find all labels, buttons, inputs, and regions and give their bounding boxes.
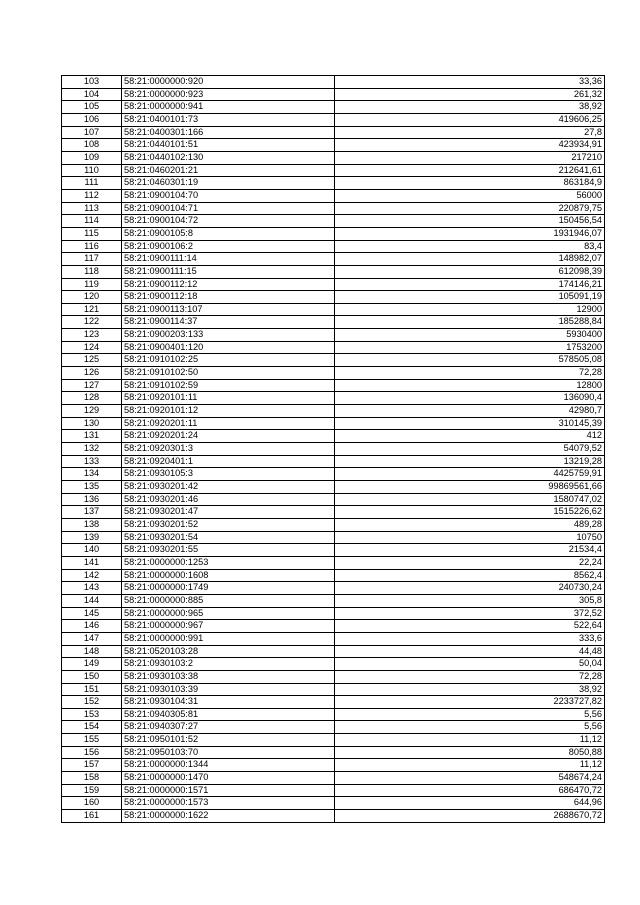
cadastral-number: 58:21:0900111:14 xyxy=(122,253,335,266)
row-number: 130 xyxy=(62,417,122,430)
row-number: 132 xyxy=(62,443,122,456)
table-row xyxy=(62,670,605,683)
value-cell: 174146,21 xyxy=(335,278,605,291)
table-row xyxy=(62,265,605,278)
row-number: 116 xyxy=(62,240,122,253)
row-number: 123 xyxy=(62,329,122,342)
row-number: 149 xyxy=(62,658,122,671)
table-row xyxy=(62,607,605,620)
cadastral-number: 58:21:0930105:3 xyxy=(122,468,335,481)
value-cell: 240730,24 xyxy=(335,582,605,595)
table-row xyxy=(62,658,605,671)
value-cell: 686470,72 xyxy=(335,784,605,797)
row-number: 105 xyxy=(62,101,122,114)
value-cell: 522,64 xyxy=(335,620,605,633)
table-row xyxy=(62,481,605,494)
cadastral-number: 58:21:0900106:2 xyxy=(122,240,335,253)
cadastral-number: 58:21:0930201:47 xyxy=(122,506,335,519)
value-cell: 150456,54 xyxy=(335,215,605,228)
value-cell: 50,04 xyxy=(335,658,605,671)
row-number: 157 xyxy=(62,759,122,772)
value-cell: 1931946,07 xyxy=(335,227,605,240)
row-number: 104 xyxy=(62,88,122,101)
value-cell: 372,52 xyxy=(335,607,605,620)
table-row xyxy=(62,468,605,481)
cadastral-number: 58:21:0440102:130 xyxy=(122,151,335,164)
table-row xyxy=(62,518,605,531)
table-row xyxy=(62,582,605,595)
value-cell: 212641,61 xyxy=(335,164,605,177)
row-number: 150 xyxy=(62,670,122,683)
value-cell: 548674,24 xyxy=(335,772,605,785)
row-number: 120 xyxy=(62,291,122,304)
cadastral-number: 58:21:0000000:1344 xyxy=(122,759,335,772)
value-cell: 412 xyxy=(335,430,605,443)
cadastral-number: 58:21:0930201:54 xyxy=(122,531,335,544)
value-cell: 21534,4 xyxy=(335,544,605,557)
table-row xyxy=(62,443,605,456)
row-number: 106 xyxy=(62,113,122,126)
value-cell: 305,8 xyxy=(335,594,605,607)
table-row xyxy=(62,632,605,645)
row-number: 115 xyxy=(62,227,122,240)
cadastral-table xyxy=(61,75,605,823)
row-number: 141 xyxy=(62,556,122,569)
cadastral-number: 58:21:0920101:12 xyxy=(122,405,335,418)
table-row xyxy=(62,746,605,759)
row-number: 158 xyxy=(62,772,122,785)
table-row xyxy=(62,734,605,747)
table-row xyxy=(62,696,605,709)
cadastral-number: 58:21:0950101:52 xyxy=(122,734,335,747)
cadastral-number: 58:21:0900112:18 xyxy=(122,291,335,304)
cadastral-number: 58:21:0000000:920 xyxy=(122,76,335,89)
table-row xyxy=(62,721,605,734)
table-row xyxy=(62,405,605,418)
row-number: 139 xyxy=(62,531,122,544)
table-row xyxy=(62,506,605,519)
table-row xyxy=(62,531,605,544)
row-number: 160 xyxy=(62,797,122,810)
row-number: 112 xyxy=(62,189,122,202)
row-number: 111 xyxy=(62,177,122,190)
row-number: 119 xyxy=(62,278,122,291)
cadastral-number: 58:21:0930201:42 xyxy=(122,481,335,494)
cadastral-number: 58:21:0900113:107 xyxy=(122,303,335,316)
value-cell: 2688670,72 xyxy=(335,810,605,823)
value-cell: 38,92 xyxy=(335,683,605,696)
row-number: 136 xyxy=(62,493,122,506)
value-cell: 27,8 xyxy=(335,126,605,139)
row-number: 155 xyxy=(62,734,122,747)
value-cell: 5,56 xyxy=(335,721,605,734)
table-row xyxy=(62,202,605,215)
value-cell: 1753200 xyxy=(335,341,605,354)
value-cell: 863184,9 xyxy=(335,177,605,190)
table-row xyxy=(62,620,605,633)
cadastral-number: 58:21:0930201:55 xyxy=(122,544,335,557)
row-number: 154 xyxy=(62,721,122,734)
table-row xyxy=(62,151,605,164)
row-number: 128 xyxy=(62,392,122,405)
value-cell: 72,28 xyxy=(335,670,605,683)
cadastral-number: 58:21:0000000:1749 xyxy=(122,582,335,595)
row-number: 135 xyxy=(62,481,122,494)
table-row xyxy=(62,784,605,797)
value-cell: 56000 xyxy=(335,189,605,202)
cadastral-number: 58:21:0910102:25 xyxy=(122,354,335,367)
value-cell: 578505,08 xyxy=(335,354,605,367)
cadastral-number: 58:21:0000000:885 xyxy=(122,594,335,607)
row-number: 109 xyxy=(62,151,122,164)
row-number: 118 xyxy=(62,265,122,278)
table-row xyxy=(62,392,605,405)
row-number: 137 xyxy=(62,506,122,519)
value-cell: 42980,7 xyxy=(335,405,605,418)
value-cell: 1580747,02 xyxy=(335,493,605,506)
table-row xyxy=(62,341,605,354)
cadastral-number: 58:21:0900203:133 xyxy=(122,329,335,342)
cadastral-number: 58:21:0900112:12 xyxy=(122,278,335,291)
row-number: 108 xyxy=(62,139,122,152)
table-row xyxy=(62,189,605,202)
table-row xyxy=(62,683,605,696)
value-cell: 8562,4 xyxy=(335,569,605,582)
cadastral-number: 58:21:0930104:31 xyxy=(122,696,335,709)
cadastral-number: 58:21:0940307:27 xyxy=(122,721,335,734)
value-cell: 72,28 xyxy=(335,367,605,380)
table-row xyxy=(62,76,605,89)
row-number: 131 xyxy=(62,430,122,443)
value-cell: 33,36 xyxy=(335,76,605,89)
cadastral-number: 58:21:0900105:8 xyxy=(122,227,335,240)
value-cell: 44,48 xyxy=(335,645,605,658)
cadastral-number: 58:21:0920201:24 xyxy=(122,430,335,443)
table-row xyxy=(62,126,605,139)
row-number: 127 xyxy=(62,379,122,392)
row-number: 142 xyxy=(62,569,122,582)
row-number: 161 xyxy=(62,810,122,823)
value-cell: 12800 xyxy=(335,379,605,392)
row-number: 133 xyxy=(62,455,122,468)
value-cell: 2233727,82 xyxy=(335,696,605,709)
value-cell: 419606,25 xyxy=(335,113,605,126)
row-number: 145 xyxy=(62,607,122,620)
cadastral-number: 58:21:0910102:59 xyxy=(122,379,335,392)
cadastral-number: 58:21:0930103:39 xyxy=(122,683,335,696)
table-row xyxy=(62,708,605,721)
row-number: 110 xyxy=(62,164,122,177)
table-row xyxy=(62,227,605,240)
table-row xyxy=(62,253,605,266)
value-cell: 22,24 xyxy=(335,556,605,569)
value-cell: 423934,91 xyxy=(335,139,605,152)
table-row xyxy=(62,493,605,506)
row-number: 144 xyxy=(62,594,122,607)
table-row xyxy=(62,101,605,114)
cadastral-number: 58:21:0000000:1608 xyxy=(122,569,335,582)
table-row xyxy=(62,215,605,228)
table-row xyxy=(62,367,605,380)
table-row xyxy=(62,113,605,126)
row-number: 122 xyxy=(62,316,122,329)
value-cell: 261,32 xyxy=(335,88,605,101)
cadastral-number: 58:21:0520103:28 xyxy=(122,645,335,658)
cadastral-number: 58:21:0000000:941 xyxy=(122,101,335,114)
row-number: 113 xyxy=(62,202,122,215)
row-number: 121 xyxy=(62,303,122,316)
cadastral-number: 58:21:0000000:991 xyxy=(122,632,335,645)
cadastral-number: 58:21:0930201:46 xyxy=(122,493,335,506)
table-row xyxy=(62,240,605,253)
cadastral-number: 58:21:0000000:967 xyxy=(122,620,335,633)
table-row xyxy=(62,291,605,304)
value-cell: 1515226,62 xyxy=(335,506,605,519)
value-cell: 10750 xyxy=(335,531,605,544)
cadastral-number: 58:21:0900401:120 xyxy=(122,341,335,354)
value-cell: 8050,88 xyxy=(335,746,605,759)
table-row xyxy=(62,417,605,430)
row-number: 124 xyxy=(62,341,122,354)
cadastral-number: 58:21:0460301:19 xyxy=(122,177,335,190)
row-number: 117 xyxy=(62,253,122,266)
cadastral-number: 58:21:0460201:21 xyxy=(122,164,335,177)
row-number: 107 xyxy=(62,126,122,139)
table-row xyxy=(62,329,605,342)
cadastral-number: 58:21:0910102:50 xyxy=(122,367,335,380)
cadastral-number: 58:21:0900111:15 xyxy=(122,265,335,278)
cadastral-number: 58:21:0000000:1253 xyxy=(122,556,335,569)
row-number: 146 xyxy=(62,620,122,633)
cadastral-number: 58:21:0440101:51 xyxy=(122,139,335,152)
cadastral-number: 58:21:0400301:166 xyxy=(122,126,335,139)
value-cell: 148982,07 xyxy=(335,253,605,266)
cadastral-number: 58:21:0900104:70 xyxy=(122,189,335,202)
row-number: 103 xyxy=(62,76,122,89)
table-row xyxy=(62,177,605,190)
cadastral-number: 58:21:0000000:1571 xyxy=(122,784,335,797)
row-number: 159 xyxy=(62,784,122,797)
table-row xyxy=(62,316,605,329)
value-cell: 83,4 xyxy=(335,240,605,253)
table-row xyxy=(62,354,605,367)
table-row xyxy=(62,303,605,316)
value-cell: 217210 xyxy=(335,151,605,164)
cadastral-number: 58:21:0000000:923 xyxy=(122,88,335,101)
value-cell: 220879,75 xyxy=(335,202,605,215)
cadastral-number: 58:21:0920401:1 xyxy=(122,455,335,468)
row-number: 125 xyxy=(62,354,122,367)
row-number: 140 xyxy=(62,544,122,557)
table-row xyxy=(62,139,605,152)
table-row xyxy=(62,164,605,177)
value-cell: 11,12 xyxy=(335,759,605,772)
value-cell: 489,28 xyxy=(335,518,605,531)
row-number: 143 xyxy=(62,582,122,595)
cadastral-number: 58:21:0900114:37 xyxy=(122,316,335,329)
cadastral-number: 58:21:0000000:965 xyxy=(122,607,335,620)
cadastral-number: 58:21:0930103:38 xyxy=(122,670,335,683)
table-row xyxy=(62,772,605,785)
table-row xyxy=(62,569,605,582)
row-number: 126 xyxy=(62,367,122,380)
cadastral-number: 58:21:0400101:73 xyxy=(122,113,335,126)
cadastral-number: 58:21:0920301:3 xyxy=(122,443,335,456)
table-row xyxy=(62,455,605,468)
cadastral-number: 58:21:0000000:1622 xyxy=(122,810,335,823)
table-row xyxy=(62,278,605,291)
value-cell: 310145,39 xyxy=(335,417,605,430)
table-row xyxy=(62,379,605,392)
value-cell: 333,6 xyxy=(335,632,605,645)
row-number: 138 xyxy=(62,518,122,531)
cadastral-number: 58:21:0920201:11 xyxy=(122,417,335,430)
value-cell: 99869561,66 xyxy=(335,481,605,494)
value-cell: 13219,28 xyxy=(335,455,605,468)
row-number: 147 xyxy=(62,632,122,645)
value-cell: 4425759,91 xyxy=(335,468,605,481)
table-row xyxy=(62,645,605,658)
table-row xyxy=(62,556,605,569)
table-row xyxy=(62,594,605,607)
row-number: 114 xyxy=(62,215,122,228)
cadastral-number: 58:21:0940305:81 xyxy=(122,708,335,721)
cadastral-number: 58:21:0930201:52 xyxy=(122,518,335,531)
value-cell: 5,56 xyxy=(335,708,605,721)
value-cell: 12900 xyxy=(335,303,605,316)
cadastral-number: 58:21:0920101:11 xyxy=(122,392,335,405)
cadastral-number: 58:21:0900104:71 xyxy=(122,202,335,215)
row-number: 134 xyxy=(62,468,122,481)
value-cell: 38,92 xyxy=(335,101,605,114)
table-row xyxy=(62,810,605,823)
cadastral-number: 58:21:0950103:70 xyxy=(122,746,335,759)
value-cell: 644,96 xyxy=(335,797,605,810)
table-row xyxy=(62,759,605,772)
value-cell: 612098,39 xyxy=(335,265,605,278)
value-cell: 54079,52 xyxy=(335,443,605,456)
table-row xyxy=(62,544,605,557)
cadastral-number: 58:21:0930103:2 xyxy=(122,658,335,671)
table-row xyxy=(62,797,605,810)
value-cell: 105091,19 xyxy=(335,291,605,304)
row-number: 129 xyxy=(62,405,122,418)
value-cell: 5930400 xyxy=(335,329,605,342)
value-cell: 136090,4 xyxy=(335,392,605,405)
row-number: 153 xyxy=(62,708,122,721)
cadastral-number: 58:21:0000000:1470 xyxy=(122,772,335,785)
row-number: 152 xyxy=(62,696,122,709)
table-row xyxy=(62,88,605,101)
row-number: 151 xyxy=(62,683,122,696)
row-number: 148 xyxy=(62,645,122,658)
cadastral-number: 58:21:0000000:1573 xyxy=(122,797,335,810)
value-cell: 185288,84 xyxy=(335,316,605,329)
row-number: 156 xyxy=(62,746,122,759)
table-body xyxy=(62,76,605,823)
table-row xyxy=(62,430,605,443)
value-cell: 11,12 xyxy=(335,734,605,747)
cadastral-number: 58:21:0900104:72 xyxy=(122,215,335,228)
